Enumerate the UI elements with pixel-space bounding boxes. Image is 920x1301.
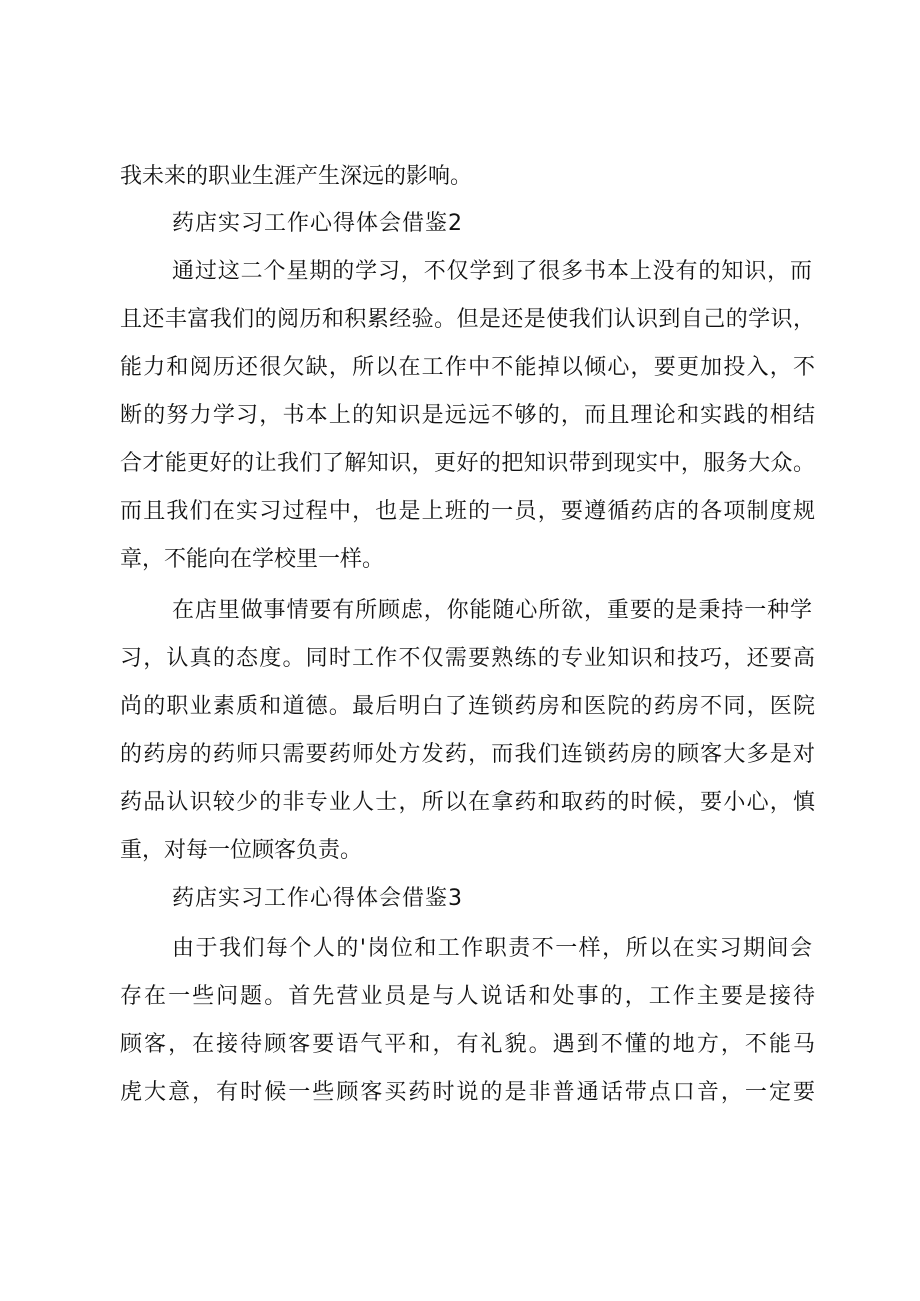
paragraph-line: 尚的职业素质和道德。最后明白了连锁药房和医院的药房不同，医院 [120,694,815,719]
paragraph-line: 重，对每一位顾客负责。 [120,838,363,863]
paragraph-line: 的药房的药师只需要药师处方发药，而我们连锁药房的顾客大多是对 [120,742,815,767]
paragraph-line: 存在一些问题。首先营业员是与人说话和处事的，工作主要是接待 [120,984,815,1009]
paragraph-line: 顾客，在接待顾客要语气平和，有礼貌。遇到不懂的地方，不能马 [120,1032,815,1057]
paragraph-line: 章，不能向在学校里一样。 [120,547,385,572]
paragraph-line: 习，认真的态度。同时工作不仅需要熟练的专业知识和技巧，还要高 [120,646,815,671]
continuation-line: 我未来的职业生涯产生深远的影响。 [120,164,473,189]
paragraph-line: 且还丰富我们的阅历和积累经验。但是还是使我们认识到自己的学识， [120,307,815,332]
paragraph-line: 在店里做事情要有所顾虑，你能随心所欲，重要的是秉持一种学 [172,598,812,623]
paragraph-line: 断的努力学习，书本上的知识是远远不够的，而且理论和实践的相结 [120,403,815,428]
paragraph-line: 药品认识较少的非专业人士，所以在拿药和取药的时候，要小心，慎 [120,790,815,815]
paragraph-line: 能力和阅历还很欠缺，所以在工作中不能掉以倾心，要更加投入，不 [120,355,815,380]
section-2-heading: 药店实习工作心得体会借鉴2 [172,211,463,236]
paragraph-line: 通过这二个星期的学习，不仅学到了很多书本上没有的知识，而 [172,259,812,284]
section-3-heading: 药店实习工作心得体会借鉴3 [172,886,463,911]
paragraph-line: 虎大意，有时候一些顾客买药时说的是非普通话带点口音，一定要 [120,1080,815,1105]
paragraph-line: 由于我们每个人的'岗位和工作职责不一样，所以在实习期间会 [172,936,812,961]
paragraph-line: 合才能更好的让我们了解知识，更好的把知识带到现实中，服务大众。 [120,451,815,476]
paragraph-line: 而且我们在实习过程中，也是上班的一员，要遵循药店的各项制度规 [120,499,815,524]
